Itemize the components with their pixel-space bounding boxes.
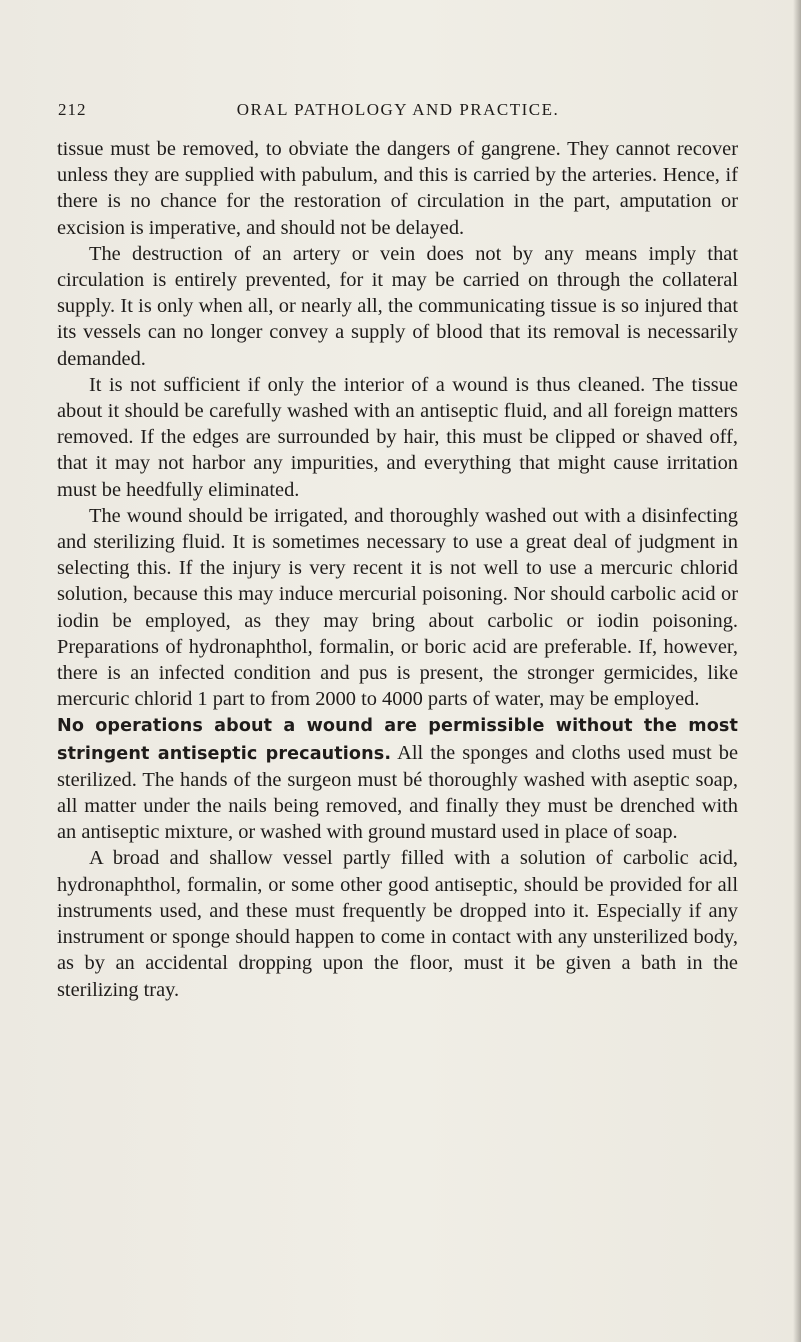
page-edge-shadow — [793, 0, 801, 1342]
running-title: ORAL PATHOLOGY AND PRACTICE. — [236, 100, 560, 119]
paragraph-text: All the sponges and cloths used must be sterilized. The hands of the surgeon must bé thoroughly washed with aseptic soap, all matter under the nails being removed, and finally they must be drenched with an antiseptic mixture, or washed with ground mustard used in place of soap. — [57, 741, 738, 844]
paragraph: A broad and shallow vessel partly filled with a solution of carbolic acid, hydronaphthol, formalin, or some other good antiseptic, should be provided for all instruments used, and these must frequently be dropped into it. Especially if any instrument or sponge should happen to come in contact with any unsterilized body, as by an accidental dropping upon the floor, must it be given a bath in the sterilizing tray. — [57, 847, 738, 1001]
paragraph: It is not sufficient if only the interior of a wound is thus cleaned. The tissue about it should be carefully washed with an antiseptic fluid, and all foreign matters removed. If the edges are surrounded by hair, this must be clipped or shaved off, that it may not harbor any impurities, and everything that might cause irritation must be heedfully eliminated. — [57, 373, 738, 501]
bold-lead-sentence: No operations about a wound are permissible without the most stringent antiseptic precautions. — [57, 716, 738, 764]
body-text — [57, 136, 738, 1003]
paragraph: The destruction of an artery or vein does not by any means imply that circulation is entirely prevented, for it may be carried on through the collateral supply. It is only when all, or nearly all, the communicating tissue is so injured that its vessels can no longer convey a supply of blood that its removal is necessarily demanded. — [57, 242, 738, 370]
paragraph: The wound should be irrigated, and thoroughly washed out with a disinfecting and sterilizing fluid. It is sometimes necessary to use a great deal of judgment in selecting this. If the injury is very recent it is not well to use a mercuric chlorid solution, because this may induce mercurial poisoning. Nor should carbolic acid or iodin be employed, as they may bring about carbolic or iodin poisoning. Preparations of hydronaphthol, formalin, or boric acid are preferable. If, however, there is an infected condition and pus is present, the stronger germicides, like mercuric chlorid 1 part to from 2000 to 4000 parts of water, may be employed. — [57, 504, 738, 711]
page-number: 212 — [58, 100, 87, 119]
paragraph — [57, 712, 738, 845]
running-head — [58, 100, 738, 122]
paragraph: tissue must be removed, to obviate the dangers of gangrene. They cannot recover unless they are supplied with pabulum, and this is carried by the arteries. Hence, if there is no chance for the restoration of circulation in the part, amputation or excision is imperative, and should not be delayed. — [57, 138, 738, 239]
